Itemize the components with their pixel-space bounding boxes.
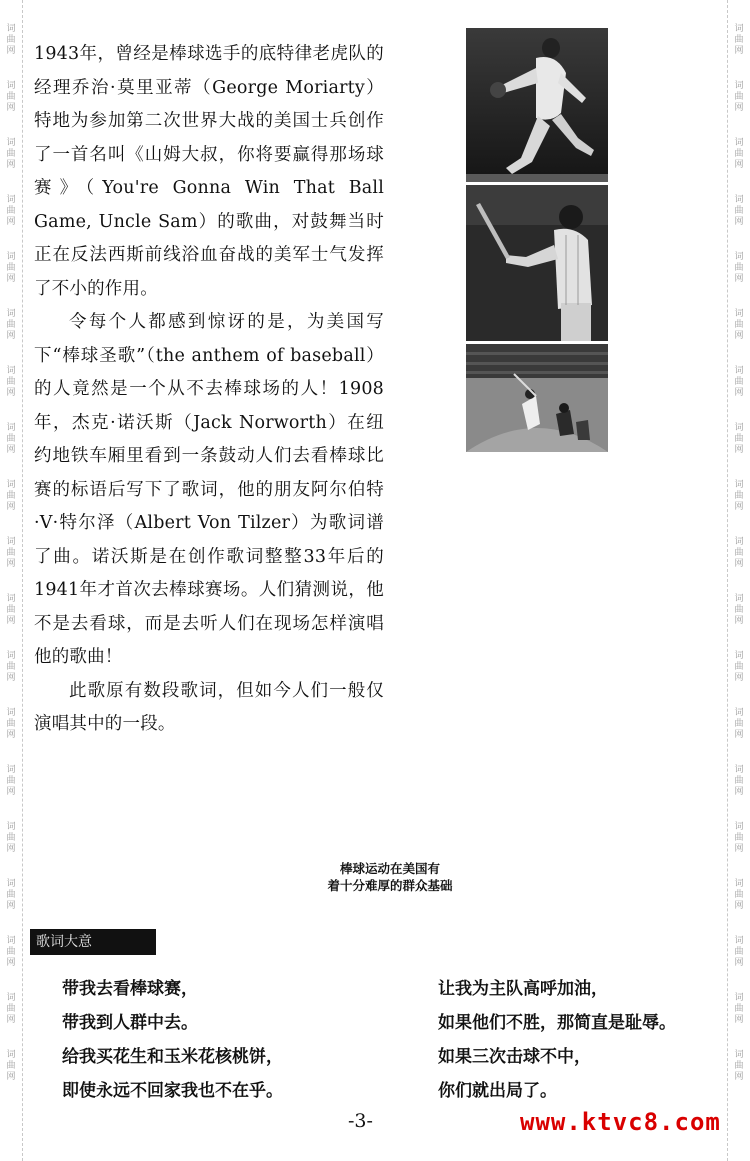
wm-char: 曲 bbox=[6, 605, 16, 615]
wm-char: 词 bbox=[734, 765, 744, 775]
margin-watermark-block bbox=[734, 24, 743, 57]
wm-char: 网 bbox=[6, 1072, 16, 1082]
wm-char: 词 bbox=[734, 936, 744, 946]
wm-char: 网 bbox=[734, 730, 744, 740]
wm-char: 曲 bbox=[734, 434, 744, 444]
margin-watermark-block bbox=[734, 309, 743, 342]
wm-char: 网 bbox=[6, 787, 16, 797]
wm-char: 曲 bbox=[734, 377, 744, 387]
margin-watermark-block bbox=[6, 423, 15, 456]
right-margin-watermark bbox=[727, 0, 750, 1161]
wm-char: 曲 bbox=[734, 491, 744, 501]
wm-char: 网 bbox=[734, 388, 744, 398]
photo-caption bbox=[260, 860, 520, 894]
wm-char: 曲 bbox=[6, 947, 16, 957]
wm-char: 曲 bbox=[6, 833, 16, 843]
wm-char: 网 bbox=[6, 331, 16, 341]
wm-char: 词 bbox=[6, 366, 16, 376]
wm-char: 曲 bbox=[6, 719, 16, 729]
wm-char: 网 bbox=[734, 502, 744, 512]
wm-char: 曲 bbox=[734, 548, 744, 558]
wm-char: 曲 bbox=[734, 1061, 744, 1071]
margin-watermark-block bbox=[6, 822, 15, 855]
wm-char: 曲 bbox=[734, 833, 744, 843]
pitcher-photo bbox=[466, 28, 608, 182]
wm-char: 网 bbox=[6, 217, 16, 227]
wm-char: 词 bbox=[6, 708, 16, 718]
wm-char: 词 bbox=[6, 81, 16, 91]
wm-char: 曲 bbox=[734, 263, 744, 273]
margin-watermark-block bbox=[734, 1050, 743, 1083]
wm-char: 词 bbox=[734, 81, 744, 91]
wm-char: 曲 bbox=[734, 605, 744, 615]
wm-char: 网 bbox=[734, 901, 744, 911]
wm-char: 网 bbox=[734, 787, 744, 797]
wm-char: 词 bbox=[6, 765, 16, 775]
margin-watermark-block bbox=[6, 594, 15, 627]
wm-char: 曲 bbox=[734, 719, 744, 729]
wm-char: 曲 bbox=[6, 491, 16, 501]
margin-watermark-block bbox=[6, 24, 15, 57]
wm-char: 曲 bbox=[734, 35, 744, 45]
wm-char: 词 bbox=[734, 195, 744, 205]
wm-char: 网 bbox=[6, 559, 16, 569]
wm-char: 网 bbox=[6, 901, 16, 911]
wm-char: 词 bbox=[6, 252, 16, 262]
article-paragraph: 令每个人都感到惊讶的是，为美国写下“棒球圣歌”（the anthem of baseball）的人竟然是一个从不去棒球场的人！1908年，杰克·诺沃斯（Jack Norworth）在纽约地铁车厢里看到一条鼓动人们去看棒球比赛的标语后写下了歌词，他的朋友阿尔伯特·V·特尔泽（Albert Von Tilzer）为歌词谱了曲。诺沃斯是在创作歌词整整33年后的1941年才首次去棒球赛场。人们猜测说，他不是去看球，而是去听人们在现场怎样演唱他的歌曲！ bbox=[34, 312, 384, 667]
wm-char: 曲 bbox=[6, 434, 16, 444]
wm-char: 网 bbox=[734, 46, 744, 56]
wm-char: 曲 bbox=[734, 320, 744, 330]
wm-char: 词 bbox=[6, 594, 16, 604]
wm-char: 网 bbox=[734, 559, 744, 569]
margin-watermark-block bbox=[734, 138, 743, 171]
margin-watermark-block bbox=[734, 765, 743, 798]
wm-char: 曲 bbox=[6, 776, 16, 786]
wm-char: 曲 bbox=[6, 263, 16, 273]
wm-char: 网 bbox=[734, 445, 744, 455]
wm-char: 词 bbox=[6, 879, 16, 889]
wm-char: 词 bbox=[734, 537, 744, 547]
margin-watermark-block bbox=[734, 252, 743, 285]
wm-char: 词 bbox=[6, 1050, 16, 1060]
wm-char: 词 bbox=[6, 822, 16, 832]
article-paragraph: 此歌原有数段歌词，但如今人们一般仅演唱其中的一段。 bbox=[34, 680, 384, 734]
wm-char: 词 bbox=[734, 423, 744, 433]
margin-watermark-block bbox=[734, 480, 743, 513]
wm-char: 曲 bbox=[734, 947, 744, 957]
margin-watermark-block bbox=[734, 708, 743, 741]
wm-char: 词 bbox=[6, 24, 16, 34]
wm-char: 词 bbox=[734, 138, 744, 148]
wm-char: 网 bbox=[6, 616, 16, 626]
wm-char: 曲 bbox=[6, 662, 16, 672]
lyrics-right-column bbox=[438, 972, 676, 1108]
wm-char: 词 bbox=[734, 24, 744, 34]
left-margin-watermark bbox=[0, 0, 23, 1161]
wm-char: 网 bbox=[734, 616, 744, 626]
page-number: -3- bbox=[348, 1110, 373, 1132]
wm-char: 词 bbox=[6, 423, 16, 433]
margin-watermark-block bbox=[6, 537, 15, 570]
wm-char: 网 bbox=[6, 46, 16, 56]
wm-char: 词 bbox=[6, 138, 16, 148]
wm-char: 网 bbox=[6, 730, 16, 740]
wm-char: 网 bbox=[734, 844, 744, 854]
wm-char: 词 bbox=[734, 879, 744, 889]
lyric-line: 你们就出局了。 bbox=[438, 1081, 557, 1101]
batter-photo bbox=[466, 185, 608, 341]
margin-watermark-block bbox=[734, 993, 743, 1026]
margin-watermark-block bbox=[734, 822, 743, 855]
wm-char: 词 bbox=[6, 537, 16, 547]
site-watermark: www.ktvc8.com bbox=[520, 1108, 721, 1136]
wm-char: 网 bbox=[6, 160, 16, 170]
margin-watermark-block bbox=[6, 252, 15, 285]
wm-char: 曲 bbox=[6, 890, 16, 900]
margin-watermark-block bbox=[734, 594, 743, 627]
wm-char: 词 bbox=[6, 480, 16, 490]
wm-char: 词 bbox=[734, 993, 744, 1003]
margin-watermark-block bbox=[6, 651, 15, 684]
wm-char: 网 bbox=[6, 274, 16, 284]
margin-watermark-block bbox=[6, 765, 15, 798]
lyric-line: 即使永远不回家我也不在乎。 bbox=[62, 1081, 283, 1101]
wm-char: 曲 bbox=[6, 1004, 16, 1014]
wm-char: 曲 bbox=[734, 890, 744, 900]
wm-char: 网 bbox=[734, 160, 744, 170]
wm-char: 词 bbox=[734, 651, 744, 661]
wm-char: 词 bbox=[734, 1050, 744, 1060]
margin-watermark-block bbox=[734, 651, 743, 684]
article-body bbox=[34, 38, 384, 742]
wm-char: 网 bbox=[734, 673, 744, 683]
wm-char: 网 bbox=[6, 673, 16, 683]
wm-char: 网 bbox=[734, 1015, 744, 1025]
caption-line: 着十分难厚的群众基础 bbox=[327, 878, 453, 893]
wm-char: 网 bbox=[734, 1072, 744, 1082]
wm-char: 曲 bbox=[734, 662, 744, 672]
wm-char: 曲 bbox=[6, 35, 16, 45]
wm-char: 网 bbox=[6, 844, 16, 854]
margin-watermark-block bbox=[6, 480, 15, 513]
wm-char: 词 bbox=[6, 936, 16, 946]
margin-watermark-block bbox=[734, 537, 743, 570]
wm-char: 网 bbox=[6, 958, 16, 968]
margin-watermark-block bbox=[6, 81, 15, 114]
lyrics-section-header: 歌词大意 bbox=[30, 929, 156, 955]
wm-char: 曲 bbox=[734, 92, 744, 102]
article-paragraph: 1943年，曾经是棒球选手的底特律老虎队的经理乔治·莫里亚蒂（George Moriarty）特地为参加第二次世界大战的美国士兵创作了一首名叫《山姆大叔，你将要赢得那场球赛》（You're Gonna Win That Ball Game, Uncle Sam）的歌曲，对鼓舞当时正在反法西斯前线浴血奋战的美军士气发挥了不小的作用。 bbox=[34, 44, 384, 299]
margin-watermark-block bbox=[6, 879, 15, 912]
wm-char: 曲 bbox=[734, 1004, 744, 1014]
wm-char: 曲 bbox=[734, 776, 744, 786]
wm-char: 网 bbox=[6, 388, 16, 398]
margin-watermark-block bbox=[6, 138, 15, 171]
wm-char: 网 bbox=[734, 958, 744, 968]
wm-char: 网 bbox=[6, 1015, 16, 1025]
margin-watermark-block bbox=[6, 993, 15, 1026]
wm-char: 词 bbox=[734, 252, 744, 262]
lyric-line: 给我买花生和玉米花核桃饼， bbox=[62, 1047, 283, 1067]
margin-watermark-block bbox=[6, 195, 15, 228]
wm-char: 词 bbox=[734, 309, 744, 319]
lyric-line: 如果三次击球不中， bbox=[438, 1047, 591, 1067]
lyric-line: 带我去看棒球赛， bbox=[62, 979, 198, 999]
lyric-line: 让我为主队高呼加油， bbox=[438, 979, 608, 999]
margin-watermark-block bbox=[734, 195, 743, 228]
wm-char: 词 bbox=[734, 822, 744, 832]
wm-char: 曲 bbox=[6, 206, 16, 216]
wm-char: 曲 bbox=[6, 1061, 16, 1071]
margin-watermark-block bbox=[734, 879, 743, 912]
margin-watermark-block bbox=[6, 309, 15, 342]
wm-char: 词 bbox=[734, 366, 744, 376]
stadium-photo bbox=[466, 344, 608, 452]
wm-char: 网 bbox=[734, 217, 744, 227]
wm-char: 曲 bbox=[6, 149, 16, 159]
wm-char: 词 bbox=[6, 195, 16, 205]
wm-char: 曲 bbox=[6, 92, 16, 102]
wm-char: 曲 bbox=[6, 377, 16, 387]
margin-watermark-block bbox=[6, 366, 15, 399]
wm-char: 网 bbox=[734, 331, 744, 341]
margin-watermark-block bbox=[6, 1050, 15, 1083]
wm-char: 词 bbox=[6, 651, 16, 661]
wm-char: 网 bbox=[6, 103, 16, 113]
wm-char: 词 bbox=[734, 480, 744, 490]
lyrics-left-column bbox=[62, 972, 283, 1108]
wm-char: 曲 bbox=[6, 548, 16, 558]
wm-char: 网 bbox=[6, 445, 16, 455]
wm-char: 网 bbox=[734, 274, 744, 284]
photo-column bbox=[466, 28, 608, 452]
wm-char: 词 bbox=[734, 708, 744, 718]
margin-watermark-block bbox=[734, 423, 743, 456]
margin-watermark-block bbox=[6, 708, 15, 741]
margin-watermark-block bbox=[734, 81, 743, 114]
wm-char: 曲 bbox=[6, 320, 16, 330]
wm-char: 词 bbox=[734, 594, 744, 604]
wm-char: 曲 bbox=[734, 206, 744, 216]
margin-watermark-block bbox=[734, 366, 743, 399]
caption-line: 棒球运动在美国有 bbox=[339, 861, 440, 876]
wm-char: 词 bbox=[6, 309, 16, 319]
margin-watermark-block bbox=[6, 936, 15, 969]
lyric-line: 如果他们不胜，那简直是耻辱。 bbox=[438, 1013, 676, 1033]
wm-char: 曲 bbox=[734, 149, 744, 159]
wm-char: 网 bbox=[6, 502, 16, 512]
margin-watermark-block bbox=[734, 936, 743, 969]
lyric-line: 带我到人群中去。 bbox=[62, 1013, 198, 1033]
wm-char: 网 bbox=[734, 103, 744, 113]
wm-char: 词 bbox=[6, 993, 16, 1003]
